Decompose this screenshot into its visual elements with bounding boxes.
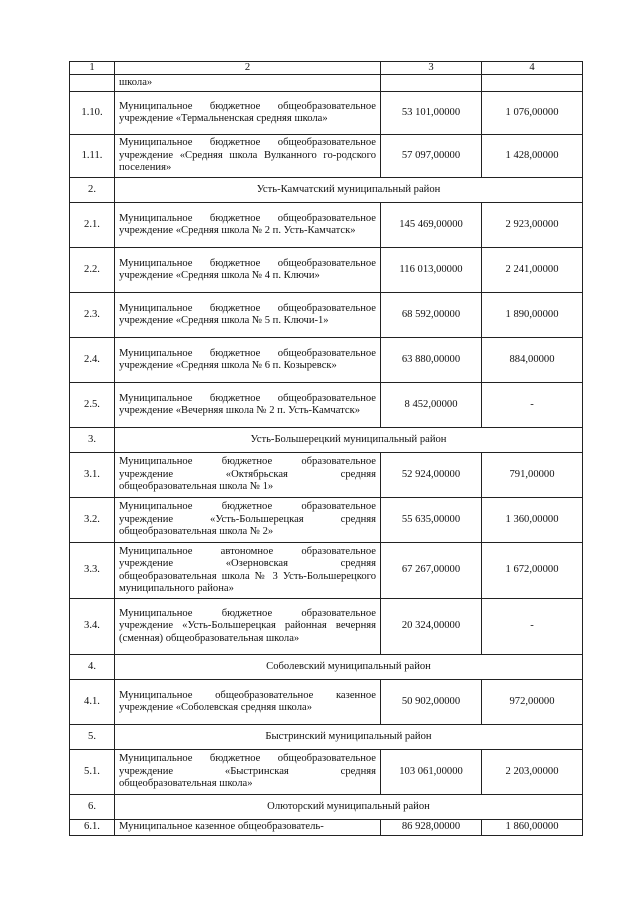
- institution-name: Муниципальное бюджетное общеобразовательное учреждение «Термальненская средняя школа»: [115, 92, 381, 135]
- amount-col-3: 57 097,00000: [381, 135, 482, 178]
- amount-col-3: 53 101,00000: [381, 92, 482, 135]
- amount-col-4: 1 360,00000: [482, 498, 583, 543]
- section-title: Быстринский муниципальный район: [115, 725, 583, 750]
- section-row: [70, 795, 583, 820]
- amount-col-4: 1 428,00000: [482, 135, 583, 178]
- amount-col-3: 145 469,00000: [381, 203, 482, 248]
- table-row: [70, 680, 583, 725]
- institution-name: школа»: [115, 75, 381, 92]
- header-col-2: 2: [115, 62, 381, 75]
- table-row: [70, 498, 583, 543]
- institution-name: Муниципальное бюджетное общеобразовательное учреждение «Вечерняя школа № 2 п. Усть-Камчатск»: [115, 383, 381, 428]
- section-title: Усть-Большерецкий муниципальный район: [115, 428, 583, 453]
- row-number: 2.2.: [70, 248, 115, 293]
- amount-col-3: 68 592,00000: [381, 293, 482, 338]
- section-row: [70, 428, 583, 453]
- institution-name: Муниципальное бюджетное общеобразовательное учреждение «Средняя школа № 4 п. Ключи»: [115, 248, 381, 293]
- institution-name: Муниципальное казенное общеобразователь-: [115, 820, 381, 836]
- row-number: 1.10.: [70, 92, 115, 135]
- table-row: [70, 543, 583, 599]
- institution-name: Муниципальное бюджетное образовательное учреждение «Усть-Большерецкая районная вечерняя (сменная) общеобразовательная школа»: [115, 599, 381, 655]
- amount-col-3: 116 013,00000: [381, 248, 482, 293]
- section-row: [70, 655, 583, 680]
- amount-col-3: 50 902,00000: [381, 680, 482, 725]
- amount-col-4: 1 672,00000: [482, 543, 583, 599]
- institution-name: Муниципальное бюджетное образовательное учреждение «Усть-Большерецкая средняя общеобразовательная школа № 2»: [115, 498, 381, 543]
- amount-col-3: 103 061,00000: [381, 750, 482, 795]
- section-title: Олюторский муниципальный район: [115, 795, 583, 820]
- section-number: 5.: [70, 725, 115, 750]
- row-number: 2.4.: [70, 338, 115, 383]
- table-body: [70, 75, 583, 836]
- table-row: [70, 453, 583, 498]
- table-row: [70, 248, 583, 293]
- amount-col-4: 2 241,00000: [482, 248, 583, 293]
- row-number: 3.2.: [70, 498, 115, 543]
- header-row: [70, 62, 583, 75]
- amount-col-3: [381, 75, 482, 92]
- table-row: [70, 750, 583, 795]
- amount-col-4: -: [482, 599, 583, 655]
- table-row: [70, 92, 583, 135]
- header-col-3: 3: [381, 62, 482, 75]
- header-col-1: 1: [70, 62, 115, 75]
- institutions-table: [69, 61, 583, 836]
- institution-name: Муниципальное бюджетное общеобразовательное учреждение «Средняя школа № 5 п. Ключи-1»: [115, 293, 381, 338]
- amount-col-3: 8 452,00000: [381, 383, 482, 428]
- amount-col-4: 2 203,00000: [482, 750, 583, 795]
- amount-col-4: 1 890,00000: [482, 293, 583, 338]
- amount-col-3: 86 928,00000: [381, 820, 482, 836]
- row-number: [70, 75, 115, 92]
- amount-col-3: 63 880,00000: [381, 338, 482, 383]
- continuation-row: [70, 75, 583, 92]
- section-title: Соболевский муниципальный район: [115, 655, 583, 680]
- header-col-4: 4: [482, 62, 583, 75]
- institution-name: Муниципальное бюджетное общеобразовательное учреждение «Быстринская средняя общеобразовательная школа»: [115, 750, 381, 795]
- table-row: [70, 135, 583, 178]
- row-number: 3.1.: [70, 453, 115, 498]
- institution-name: Муниципальное бюджетное общеобразовательное учреждение «Средняя школа Вулканного го-родского поселения»: [115, 135, 381, 178]
- row-number: 6.1.: [70, 820, 115, 836]
- amount-col-3: 55 635,00000: [381, 498, 482, 543]
- amount-col-4: -: [482, 383, 583, 428]
- amount-col-4: 791,00000: [482, 453, 583, 498]
- amount-col-3: 20 324,00000: [381, 599, 482, 655]
- amount-col-4: 1 076,00000: [482, 92, 583, 135]
- institution-name: Муниципальное бюджетное образовательное учреждение «Октябрьская средняя общеобразовательная школа № 1»: [115, 453, 381, 498]
- table-row: [70, 293, 583, 338]
- row-number: 2.3.: [70, 293, 115, 338]
- table-row: [70, 203, 583, 248]
- amount-col-4: [482, 75, 583, 92]
- row-number: 1.11.: [70, 135, 115, 178]
- institution-name: Муниципальное автономное образовательное учреждение «Озерновская средняя общеобразовательная школа № 3 Усть-Большерецкого муниципального района»: [115, 543, 381, 599]
- amount-col-3: 67 267,00000: [381, 543, 482, 599]
- amount-col-4: 972,00000: [482, 680, 583, 725]
- institution-name: Муниципальное общеобразовательное казенное учреждение «Соболевская средняя школа»: [115, 680, 381, 725]
- section-number: 3.: [70, 428, 115, 453]
- row-number: 3.3.: [70, 543, 115, 599]
- institution-name: Муниципальное бюджетное общеобразовательное учреждение «Средняя школа № 2 п. Усть-Камчатск»: [115, 203, 381, 248]
- table-row: [70, 383, 583, 428]
- row-number: 2.1.: [70, 203, 115, 248]
- amount-col-4: 884,00000: [482, 338, 583, 383]
- section-title: Усть-Камчатский муниципальный район: [115, 178, 583, 203]
- amount-col-4: 1 860,00000: [482, 820, 583, 836]
- section-number: 4.: [70, 655, 115, 680]
- section-row: [70, 178, 583, 203]
- row-number: 3.4.: [70, 599, 115, 655]
- row-number: 4.1.: [70, 680, 115, 725]
- institution-name: Муниципальное бюджетное общеобразовательное учреждение «Средняя школа № 6 п. Козыревск»: [115, 338, 381, 383]
- amount-col-3: 52 924,00000: [381, 453, 482, 498]
- section-number: 6.: [70, 795, 115, 820]
- section-row: [70, 725, 583, 750]
- section-number: 2.: [70, 178, 115, 203]
- table-row: [70, 820, 583, 836]
- row-number: 2.5.: [70, 383, 115, 428]
- row-number: 5.1.: [70, 750, 115, 795]
- table-row: [70, 338, 583, 383]
- table-row: [70, 599, 583, 655]
- amount-col-4: 2 923,00000: [482, 203, 583, 248]
